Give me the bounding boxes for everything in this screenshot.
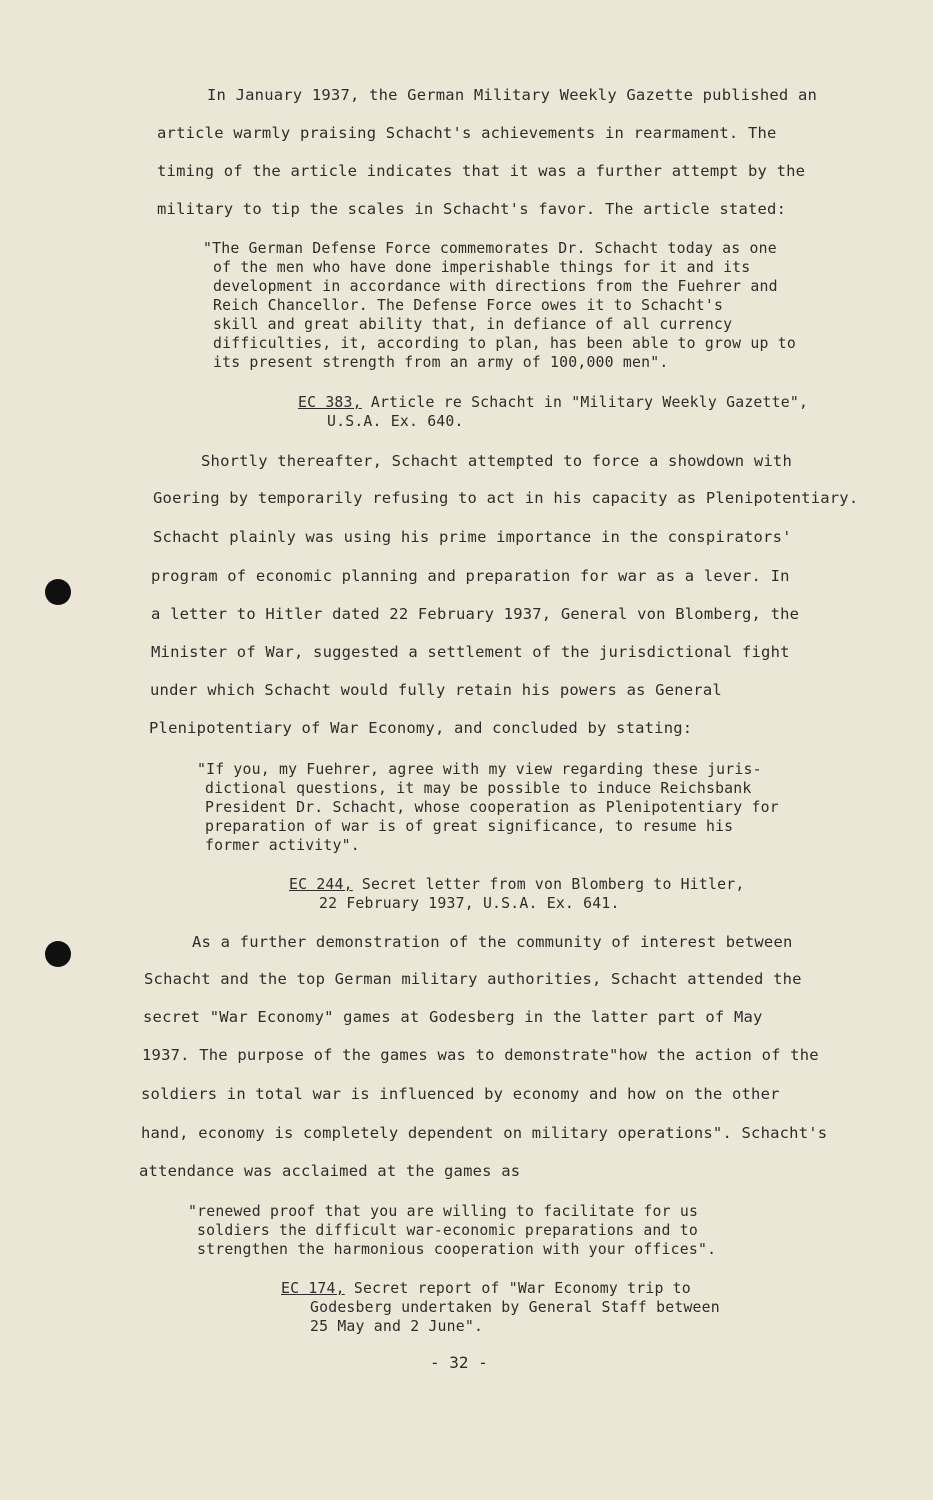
punch-hole-top bbox=[45, 579, 71, 605]
citation2-ref: EC 244, bbox=[289, 876, 353, 893]
quote1-line: skill and great ability that, in defiance of all currency bbox=[213, 316, 733, 333]
quote1-line: "The German Defense Force commemorates Dr. Schacht today as one bbox=[203, 240, 777, 257]
paragraph2-line: Shortly thereafter, Schacht attempted to force a showdown with bbox=[201, 452, 792, 470]
citation3-line: Godesberg undertaken by General Staff between bbox=[310, 1299, 720, 1316]
citation1-line: U.S.A. Ex. 640. bbox=[327, 413, 464, 430]
quote3-line: strengthen the harmonious cooperation with your offices". bbox=[197, 1241, 717, 1258]
paragraph3-line: soldiers in total war is influenced by economy and how on the other bbox=[141, 1085, 780, 1103]
quote3-line: soldiers the difficult war-economic preparations and to bbox=[197, 1222, 698, 1239]
paragraph3-line: secret "War Economy" games at Godesberg in the latter part of May bbox=[143, 1008, 763, 1026]
citation3 bbox=[281, 1280, 691, 1297]
quote2-line: "If you, my Fuehrer, agree with my view regarding these juris- bbox=[197, 761, 762, 778]
quote1-line: of the men who have done imperishable things for it and its bbox=[213, 259, 751, 276]
paragraph2-line: Minister of War, suggested a settlement of the jurisdictional fight bbox=[151, 643, 790, 661]
citation1-ref: EC 383, bbox=[298, 394, 362, 411]
paragraph3-line: 1937. The purpose of the games was to demonstrate"how the action of the bbox=[142, 1046, 819, 1064]
quote2-line: preparation of war is of great significance, to resume his bbox=[205, 818, 734, 835]
citation3-line: 25 May and 2 June". bbox=[310, 1318, 484, 1335]
paragraph2-line: a letter to Hitler dated 22 February 1937, General von Blomberg, the bbox=[151, 605, 800, 623]
page-number: - 32 - bbox=[430, 1353, 488, 1372]
citation3-ref: EC 174, bbox=[281, 1280, 345, 1297]
quote1-line: development in accordance with directions from the Fuehrer and bbox=[213, 278, 778, 295]
citation1 bbox=[298, 394, 808, 411]
quote1-line: difficulties, it, according to plan, has been able to grow up to bbox=[213, 335, 796, 352]
quote2-line: former activity". bbox=[205, 837, 360, 854]
paragraph1-line: In January 1937, the German Military Weekly Gazette published an bbox=[207, 86, 818, 104]
quote2-line: President Dr. Schacht, whose cooperation as Plenipotentiary for bbox=[205, 799, 779, 816]
paragraph2-line: under which Schacht would fully retain his powers as General bbox=[150, 681, 722, 699]
citation2 bbox=[289, 876, 744, 893]
citation3-text: Secret report of "War Economy trip to bbox=[353, 1280, 691, 1297]
quote1-line: Reich Chancellor. The Defense Force owes it to Schacht's bbox=[213, 297, 724, 314]
paragraph3-line: hand, economy is completely dependent on military operations". Schacht's bbox=[141, 1124, 828, 1142]
quote3-line: "renewed proof that you are willing to facilitate for us bbox=[188, 1203, 699, 1220]
paragraph1-line: article warmly praising Schacht's achievements in rearmament. The bbox=[157, 124, 777, 142]
citation1-text: Article re Schacht in "Military Weekly Gazette", bbox=[370, 394, 809, 411]
paragraph2-line: program of economic planning and preparation for war as a lever. In bbox=[151, 567, 790, 585]
paragraph2-line: Goering by temporarily refusing to act in his capacity as Plenipotentiary. bbox=[153, 489, 859, 507]
paragraph3-line: Schacht and the top German military authorities, Schacht attended the bbox=[144, 970, 802, 988]
citation2-line: 22 February 1937, U.S.A. Ex. 641. bbox=[319, 895, 620, 912]
citation2-text: Secret letter from von Blomberg to Hitler, bbox=[361, 876, 745, 893]
paragraph3-line: As a further demonstration of the community of interest between bbox=[192, 933, 793, 951]
punch-hole-bottom bbox=[45, 941, 71, 967]
paragraph1-line: timing of the article indicates that it was a further attempt by the bbox=[157, 162, 806, 180]
paragraph2-line: Schacht plainly was using his prime importance in the conspirators' bbox=[153, 528, 792, 546]
quote1-line: its present strength from an army of 100,000 men". bbox=[213, 354, 669, 371]
paragraph3-line: attendance was acclaimed at the games as bbox=[139, 1162, 521, 1180]
paragraph1-line: military to tip the scales in Schacht's favor. The article stated: bbox=[157, 200, 787, 218]
paragraph2-line: Plenipotentiary of War Economy, and concluded by stating: bbox=[149, 719, 693, 737]
quote2-line: dictional questions, it may be possible to induce Reichsbank bbox=[205, 780, 752, 797]
